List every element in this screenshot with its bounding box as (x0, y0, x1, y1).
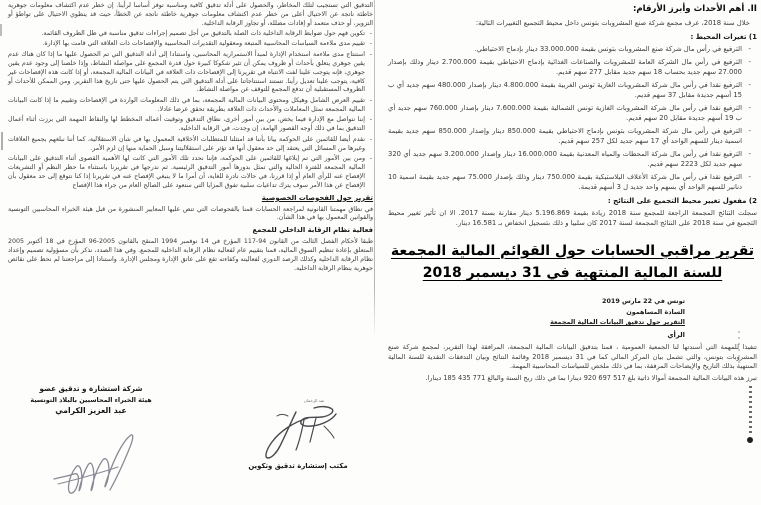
page-left (8, 2, 373, 502)
page-seam-divider (374, 0, 375, 338)
vertical-dashes-icon (749, 386, 752, 436)
report-main-title (390, 240, 755, 285)
page-right (388, 3, 757, 503)
audit-bullet: - تقييم مدى ملاءمة السياسات المحاسبية المتبعة ومعقولية التقديرات المحاسبية والإفصاحات ذات العلاقة التي قامت بها الإدارة. (8, 40, 373, 49)
subsection-2-heading: 2) مفعول تغيير محيط التجميع على النتائج : (607, 196, 757, 205)
signature-scribble-icon (48, 427, 158, 505)
salutation: السادة المساهمون (626, 307, 685, 316)
office-name: مكتب إستشارة تدقيق وتكوين (248, 462, 348, 470)
capital-increase-item: - الترفيع في رأس مال شركة المشروبات بتونس بإدماج الاحتياطي بقيمة 850.000 دينار وإصدار 850.000 سهم جديد بقيمة اسمية دينار للسهم الواحد أي 17 سهم جديد لكل 257 سهم قديم. (388, 127, 757, 147)
letter-head-block (388, 296, 685, 341)
company-line: هيئة الخبراء المحاسبين بالبلاد التونسية (30, 395, 152, 404)
capital-increase-item: - الترفيع نقدا في رأس مال شركة الأعلاف البلاستيكية بقيمة 750.000 دينار وذلك بإصدار 75.000 سهم جديد بقيمة اسمية 10 دنانير للسهم الواحد أي بسهم واحد جديد ل 3 أسهم قديمة. (388, 173, 757, 193)
report-title-line2: للسنة المالية المنتهية في 31 ديسمبر 2018 (422, 264, 723, 281)
audit-bullet: - استنتاج مدى ملاءمة استخدام الإدارة لمبدأ الاستمرارية المحاسبي، واستنادا إلى أدلة التدقيق التي تم الحصول عليها ما إذا كان هناك عدم يقين جوهري يتعلق بأحداث أو ظروف يمكن أن تثير شكوكا كبيرة حول قدرة المجمع على مواصلة النشاط، وإذا خلصنا إلى وجود عدم يقين جوهري، فإنه يتوجب علينا لفت الانتباه في تقريرنا إلى الإفصاحات ذات العلاقة في البيانات المالية المجمعة، أو إذا كانت هذه الإفصاحات غير كافية، يتوجب علينا تعديل رأينا. تستند استنتاجاتنا على أدلة التدقيق التي يتم الحصول عليها حتى تاريخ هذا التقرير. ومن الممكن للأحداث أو الظروف المستقبلية أن تدفع المجمع للتوقف عن مواصلة النشاط. (8, 51, 373, 96)
capital-increase-item: - الترفيع نقدا في رأس مال شركة المحطات والمياه المعدنية بقيمة 16.000.000 دينار وإصدار 3.200.000 سهم جديد أي 320 سهم جديد لكل 2223 سهم قديم. (388, 150, 757, 170)
special-examinations-heading: تقرير حول الفحوصات الخصوصية (261, 193, 373, 202)
section-intro: خلال سنة 2018، عرف مجمع شركة صنع المشروبات بتونس داخل محيط التجميع التغييرات التالية: (475, 19, 750, 28)
side-dot-mark (747, 437, 753, 443)
internal-control-paragraph: طبقا لأحكام الفصل الثالث من القانون 94-117 المؤرخ في 14 نوفمبر 1994 المنقح بالقانون 2005-96 المؤرخ في 18 أكتوبر 2005 المتعلق بإعادة تنظيم السوق المالية، قمنا بتقييم عام لفعالية نظام الرقابة الداخلية للمجمع. وفي هذا الصدد، نذكر بأن مسؤولية تصميم وإعداد نظام الرقابة الداخلية وكذلك الرصد الدوري لفعاليته وكفاءته تقع على عاتق الإدارة ومجلس الإدارة. واستنادا إلى مراجعتنا لم نحظ على نقائص جوهرية بنظام الرقابة الداخلية. (8, 238, 374, 273)
date-line: تونس في 22 مارس 2019 (602, 297, 685, 306)
subreport-title: التقرير حول تدقيق البيانات المالية المجمعة (550, 318, 685, 327)
audit-bullet: - نقدم أيضا للقائمين على الحوكمة بيانا بأننا قد امتثلنا للمتطلبات الأخلاقية المعمول بها في شأن الاستقلالية، كما أننا نبلغهم بجميع العلاقات وغيرها من المسائل التي يعتقد إلى حد معقول أنها قد تؤثر على استقلاليتنا وسبل الحماية منها إن لزم الأمر. (8, 136, 373, 154)
company-line: شركة استشارة و تدقيق عضو (39, 384, 143, 393)
capital-increase-item: - الترفيع نقدا في رأس مال شركة المشروبات الغازية تونس الشمالية بقيمة 7.600.000 دينار بإصدار 760.000 سهم جديد أي ب 19 أسهم جديدة مقابل 20 سهم قديم. (388, 104, 757, 124)
scan-edge-artifact (1, 132, 3, 150)
signature-block-company (12, 383, 170, 417)
audit-bullet: - ومن بين الأمور التي تم إبلاغها للقائمين على الحوكمة، فإننا نحدد تلك الأمور التي كانت لها الأهمية القصوى أثناء التدقيق على البيانات المالية المجمعة للفترة الحالية والتي تمثل بدورها أمور التدقيق الرئيسية. ثم ندرجها في تقريرنا باستثناء ما حظر النظم أو التشريعات الإفصاح عنه للرأي العام أو إذا قررنا، في حالات نادرة للغاية، أن أمرا ما لا ينبغي الإفصاح عنه في تقريرنا إذا كنا نتوقع إلى حد معقول بأن الإفصاح عن هذا الأمر سوف يترك تداعيات سلبية تفوق المزايا التي ستعود على الصالح العام من جراء هذا الإفصاح (8, 155, 373, 191)
audit-bullet: - تقييم العرض الشامل وهيكل ومحتوى البيانات المالية المجمعة، بما في ذلك المعلومات الواردة في الإفصاحات وتقييم ما إذا كانت البيانات المالية المجمعة تمثل المعاملات والأحداث ذات العلاقة بطريقة تحقق عرضا عادلا. (8, 97, 373, 115)
capital-increase-item: - الترفيع في رأس مال شركة صنع المشروبات بتونس بقيمة 33.000.000 دينار بإدماج الاحتياطي. (388, 45, 757, 55)
subsection-2-text: سجلت النتائج المجمعة الراجعة للمجمع سنة 2018 زيادة بقيمة 5.196.869 دينار مقارنة بسنة 2017. الا ان تأثير تغيير محيط التجميع في سنة 2018 على النتائج المجمعة لسنة 2017 كان سلبيا و ذلك بتسجيل انخفاض بـ 16.581 دينار. (388, 208, 757, 227)
continuation-paragraph: التدقيق التي تستجيب لتلك المخاطر، والحصول على أدلة تدقيق كافية ومناسبة توفر أساسا لرأينا. إن خطر عدم اكتشاف معلومات جوهرية خاطئة ناتجة عن الاحتيال أعلى من خطر عدم اكتشاف معلومات جوهرية خاطئة ناتجة عن الخطأ، حيث قد ينطوي الاحتيال على تواطؤ أو التزوير، أو حذف متعمد أو إفادات مضللة، أو تجاوز الرقابة الداخلية. (8, 2, 373, 27)
opinion-paragraph-1: تنفيذا للمهمة التي أسندتها لنا الجمعية العمومية ، قمنا بتدقيق البيانات المالية المجمعة، المرافقة لهذا التقرير، لمجمع شركة صنع المشروبات بتونس، والتي تشمل بيان المركز المالي كما في 31 ديسمبر 2018 وقائمة النتائج وبيان التدفقات النقدية للسنة المالية المنتهية بذلك التاريخ والإيضاحات المرفقة، بما في ذلك ملخص للسياسات المحاسبية المهمة. (388, 343, 757, 371)
capital-increase-item: - الترفيع في رأس مال الشركة العامة للمشروبات والصناعات الغذائية بإدماج الاحتياطي بقيمة 2.700.000 دينار وذلك بإصدار 27.000 سهم جديد بحساب 18 سهم جديد مقابل 277 سهم قديم. (388, 58, 757, 78)
audit-bullet: - إننا نتواصل مع الإدارة فيما يخص، من بين أمور أخرى، نطاق التدقيق وتوقيت أعماله المخطط لها والنقاط المهمة التي برزت أثناء أعمال التدقيق بما في ذلك أوجه القصور الهامة، إن وجدت، في الرقابة الداخلية. (8, 116, 373, 134)
special-examinations-paragraph: في نطاق مهمتنا القانونية لمراجعة الحسابات قمنا بالفحوصات التي تنص عليها المعايير المنشورة من قبل هيئة الخبراء المحاسبين التونسية والقوانين المعمول بها في هذا الشأن. (8, 205, 373, 222)
vertical-dashes-icon (738, 331, 740, 363)
audit-bullet: - تكوين فهم حول ضوابط الرقابة الداخلية ذات الصلة بالتدقيق من أجل تصميم إجراءات تدقيق مناسبة في ظل الظروف القائمة. (8, 30, 373, 39)
opinion-paragraph-2: تبرز هذه البيانات المالية المجمعة أموالا ذاتية بلغ 920 697 517 دينارا بما في ذلك ربح السنة والبالغ 185 435 771 دينارا. (425, 373, 757, 382)
internal-control-heading: فعالية نظام الرقابة الداخلي للمجمع (252, 226, 373, 235)
scan-edge-artifact (0, 24, 2, 36)
capital-increase-item: - الترفيع نقدا في رأس مال شركة المشروبات الغازية تونس الغربية بقيمة 4.800.000 دينار بإصدار 480.000 سهم جديد أي ب 15 أسهم جديدة مقابل 37 سهم قديم. (388, 81, 757, 101)
subsection-1-heading: 1) تغيرات المحيط : (690, 33, 757, 42)
opinion-label: الرأي (667, 331, 685, 340)
stamp-text: عبد الرحمان (304, 398, 325, 403)
section-ii-heading: II. أهم الأحداث وأبرز الأرقام: (632, 4, 757, 14)
signer-name: عبد العزيز الكرامي (55, 405, 127, 415)
signature-scribble-icon (244, 400, 344, 466)
report-title-line1: تقرير مراقبي الحسابات حول القوائم المالية المجمعة (390, 242, 755, 259)
